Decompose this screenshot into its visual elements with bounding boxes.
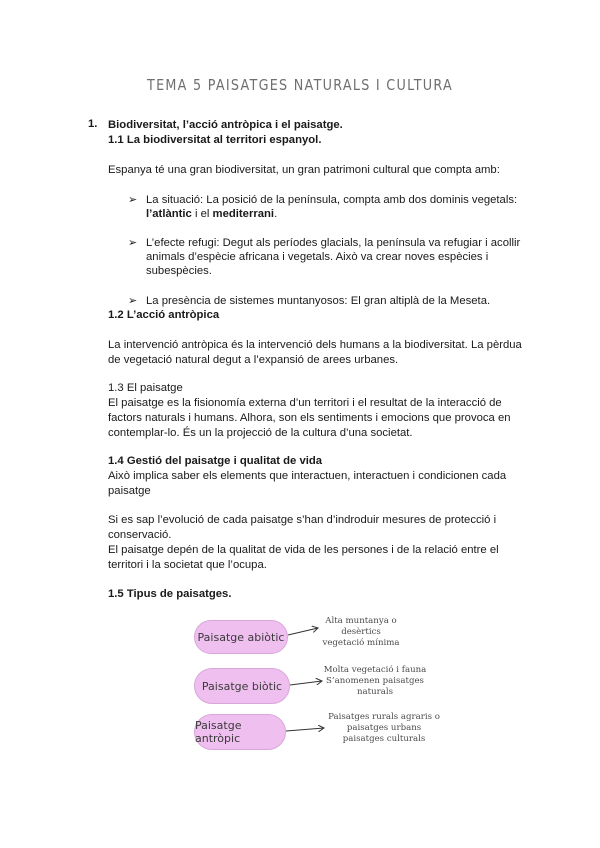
subsection-1-2-heading: 1.2 L’acció antròpica (108, 309, 220, 321)
arrow-2 (290, 681, 322, 685)
subsection-1-1-heading: 1.1 La biodiversitat al territori espanyol. (108, 134, 322, 146)
desc-biotic-line-3: naturals (356, 687, 394, 697)
intro-paragraph: Espanya té una gran biodiversitat, un gran patrimoni cultural que compta amb: (108, 164, 500, 176)
arrow-bullet-icon: ➢ (128, 237, 138, 249)
desc-biotic-line-1: Molta vegetació i fauna (323, 665, 427, 675)
desc-antropic-line-1: Paisatges rurals agraris o (328, 712, 440, 722)
subsection-1-4-line-4: conservació. (108, 529, 172, 541)
desc-abiotic-line-3: vegetació mínima (322, 638, 400, 648)
arrow-3 (286, 728, 324, 731)
pill-paisatge-antropic: Paisatge antròpic (194, 714, 286, 750)
bullet-3: La presència de sistemes muntanyosos: El gran altiplà de la Meseta. (146, 295, 491, 307)
subsection-1-3-line-3: contemplar-lo. És un la projecció de la cultura d’una societat. (108, 427, 413, 439)
subsection-1-4-line-3: Si es sap l’evolució de cada paisatge s’han d’indroduir mesures de protecció i (108, 514, 497, 526)
bullet-2-line-1: L’efecte refugi: Degut als períodes glacials, la península va refugiar i acollir (146, 237, 521, 249)
page-title: TEMA 5 PAISATGES NATURALS I CULTURA (147, 76, 453, 94)
bullet-1-period: . (274, 208, 278, 220)
bullet-1-line-2 (146, 207, 277, 222)
desc-antropic-line-3: paisatges culturals (342, 734, 426, 744)
subsection-1-3-line-2: factors naturals i humans. Alhora, son els sentiments i emocions que provoca en (108, 412, 511, 424)
bullet-1-line-1: La situació: La posició de la península, compta amb dos dominis vegetals: (146, 194, 518, 206)
desc-biotic-line-2: S’anomenen paisatges (326, 676, 424, 686)
desc-abiotic-line-1: Alta muntanya o (325, 616, 397, 626)
subsection-1-4-line-2: paisatge (108, 485, 151, 497)
bullet-1-connector: i el (191, 208, 213, 220)
arrow-bullet-icon: ➢ (128, 295, 138, 307)
subsection-1-2-line-1: La intervenció antròpica és la intervenció dels humans a la biodiversitat. La pèrdua (108, 339, 522, 351)
section-heading: Biodiversitat, l’acció antròpica i el paisatge. (108, 119, 343, 131)
arrow-1 (288, 628, 318, 635)
bold-mediterrani: mediterrani (212, 208, 275, 220)
subsection-1-4-line-5: El paisatge depén de la qualitat de vida de les persones i de la relació entre el (108, 544, 499, 556)
subsection-1-4-line-6: territori i la societat que l’ocupa. (108, 559, 267, 571)
desc-abiotic (316, 616, 406, 649)
desc-antropic-line-2: paisatges urbans (346, 723, 422, 733)
subsection-1-3-line-1: El paisatge es la fisionomía externa d’un territori i el resultat de la interacció de (108, 397, 502, 409)
desc-biotic (320, 665, 430, 698)
bullet-2-line-3: subespècies. (146, 265, 212, 277)
pill-paisatge-abiotic: Paisatge abiòtic (194, 620, 288, 654)
bold-atlantic: l’atlàntic (146, 208, 192, 220)
bullet-2-line-2: animals d’espècie africana i vegetals. Això va crear noves espècies i (146, 251, 489, 263)
desc-antropic (326, 712, 442, 745)
arrow-bullet-icon: ➢ (128, 194, 138, 206)
subsection-1-4-line-1: Això implica saber els elements que interactuen, interactuen i condicionen cada (108, 470, 507, 482)
pill-paisatge-biotic: Paisatge biòtic (194, 668, 290, 704)
subsection-1-5-heading: 1.5 Tipus de paisatges. (108, 588, 232, 600)
subsection-1-3-heading: 1.3 El paisatge (108, 382, 183, 394)
subsection-1-2-line-2: de vegetació natural degut a l’expansió de arees urbanes. (108, 354, 399, 366)
section-number: 1. (88, 118, 98, 130)
subsection-1-4-heading: 1.4 Gestió del paisatge i qualitat de vida (108, 455, 323, 467)
desc-abiotic-line-2: desèrtics (341, 627, 381, 637)
